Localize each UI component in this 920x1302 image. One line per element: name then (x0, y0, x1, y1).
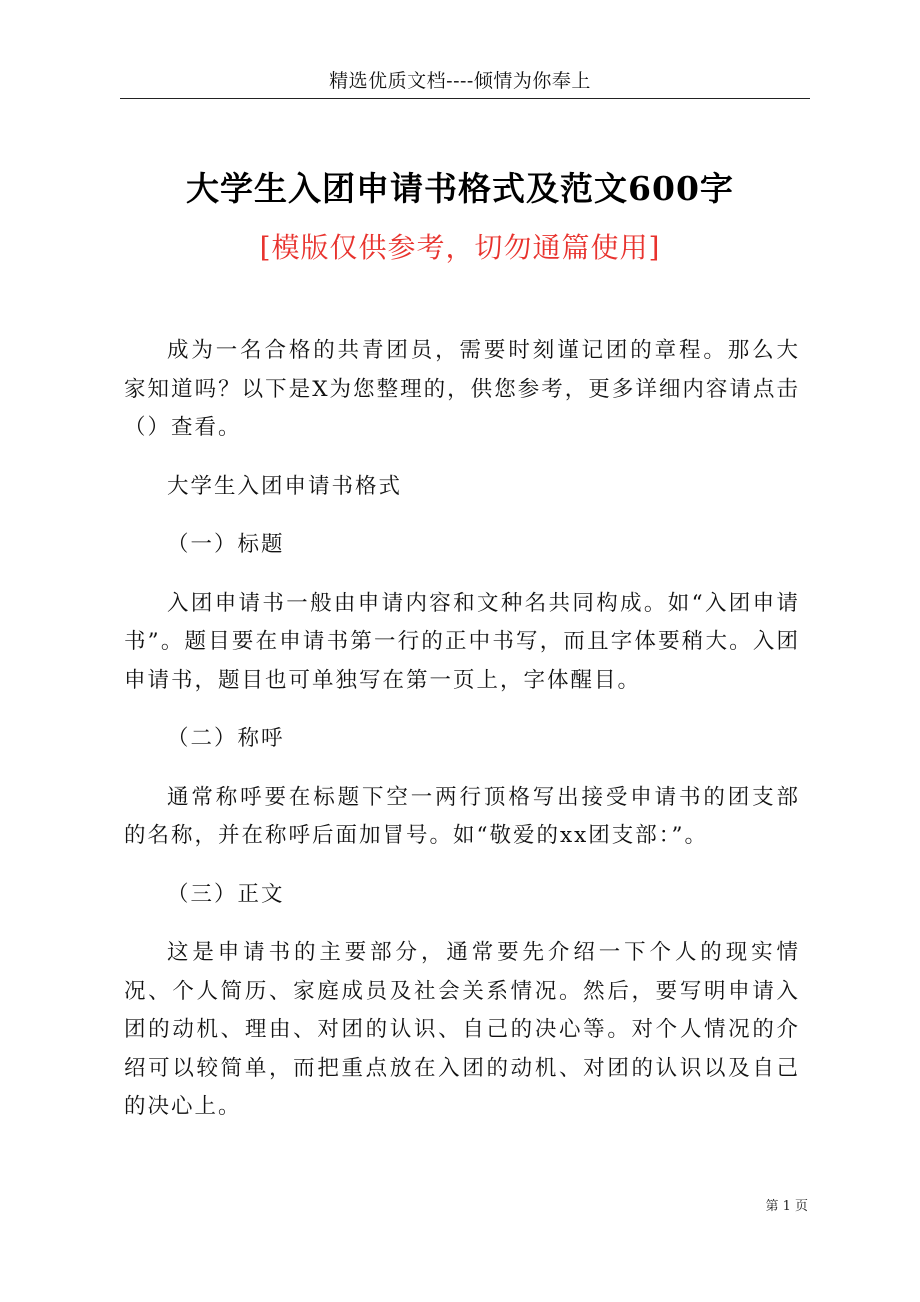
subheading-body: （三）正文 (167, 881, 285, 907)
paragraph-intro: 成为一名合格的共青团员，需要时刻谨记团的章程。那么大家知道吗？以下是X为您整理的，供您参考，更多详细内容请点击（）查看。 (124, 338, 800, 440)
header-divider (120, 98, 810, 99)
document-subtitle: [模版仅供参考，切勿通篇使用] (259, 231, 661, 264)
document-title: 大学生入团申请书格式及范文600字 (186, 169, 734, 208)
page-number: 第 1 页 (765, 1199, 808, 1214)
section-heading: 大学生入团申请书格式 (167, 473, 403, 499)
page-header: 精选优质文档----倾情为你奉上 (329, 70, 591, 92)
subheading-title: （一）标题 (167, 532, 285, 557)
subheading-salutation: （二）称呼 (167, 726, 285, 751)
paragraph-salutation: 通常称呼要在标题下空一两行顶格写出接受申请书的团支部的名称，并在称呼后面加冒号。如“敬爱的xx团支部：”。 (124, 784, 800, 848)
document-body (124, 332, 800, 1147)
paragraph-title: 入团申请书一般由申请内容和文种名共同构成。如“入团申请书”。题目要在申请书第一行的正中书写，而且字体要稍大。入团申请书，题目也可单独写在第一页上，字体醒目。 (124, 590, 800, 693)
paragraph-body: 这是申请书的主要部分，通常要先介绍一下个人的现实情况、个人简历、家庭成员及社会关系情况。然后，要写明申请入团的动机、理由、对团的认识、自己的决心等。对个人情况的介绍可以较简单，而把重点放在入团的动机、对团的认识以及自己的决心上。 (124, 940, 800, 1119)
